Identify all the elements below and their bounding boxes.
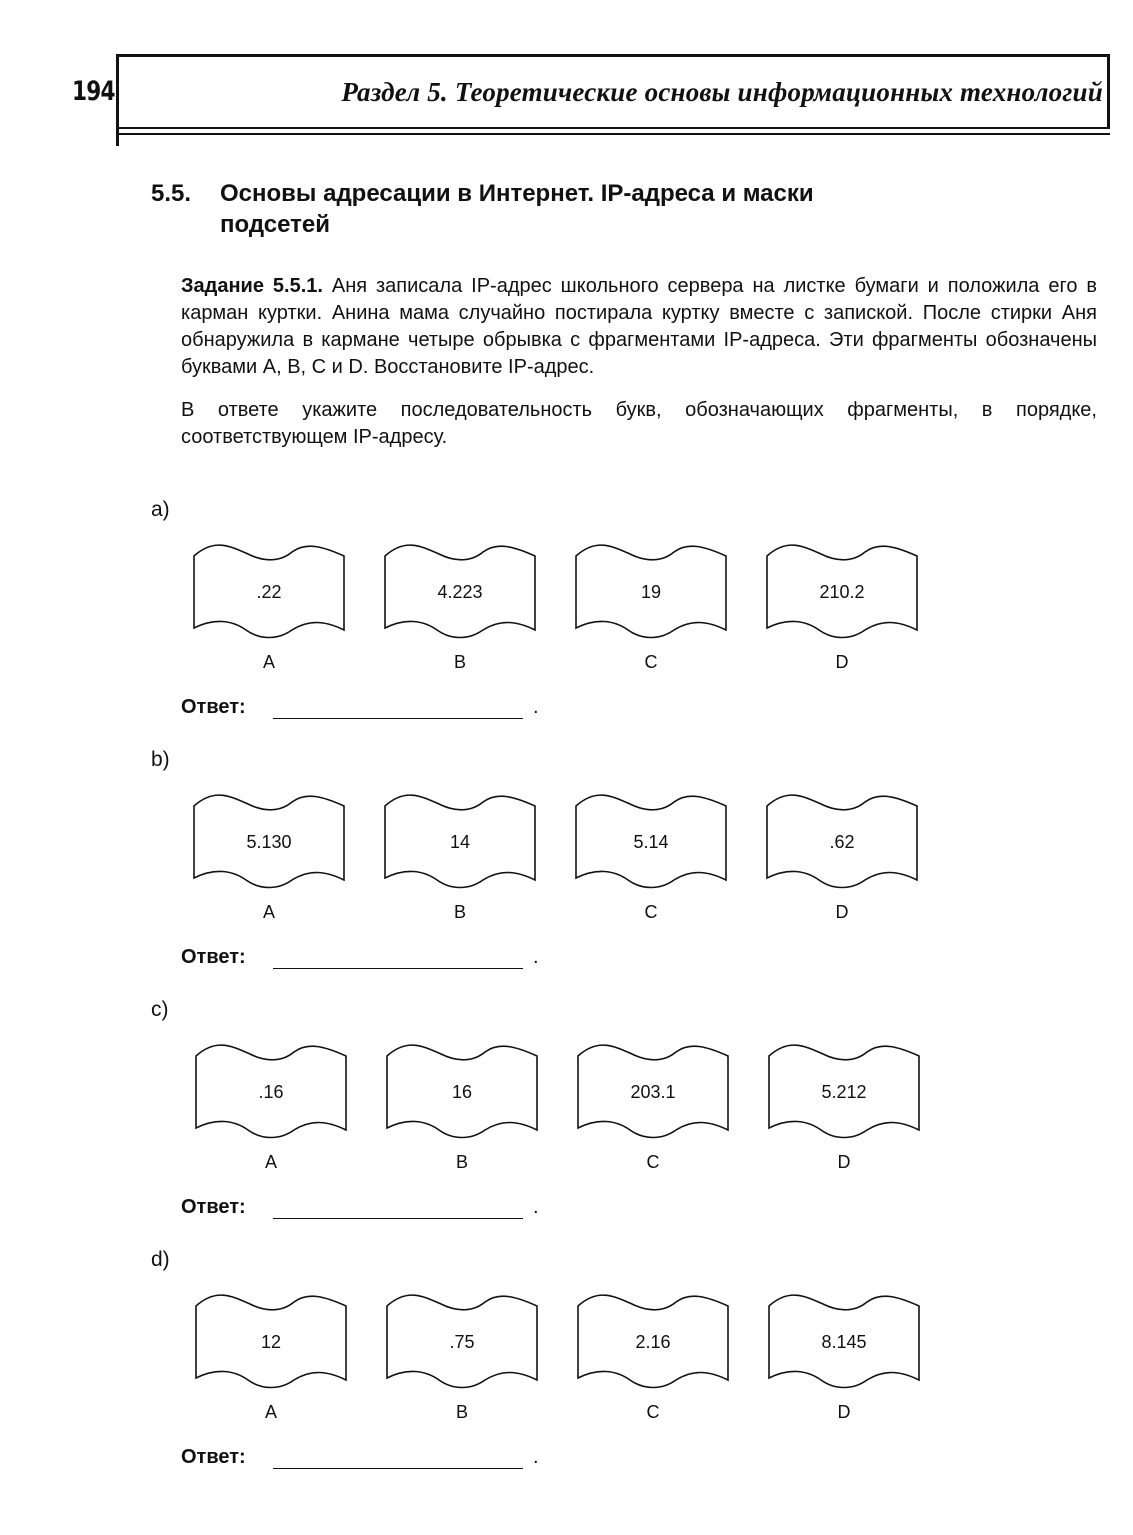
subtask-c <box>0 998 1133 1248</box>
fragment-letter: C <box>644 902 658 922</box>
fragment-c <box>574 792 728 922</box>
fragment-letter: D <box>837 1152 851 1172</box>
answer-field[interactable] <box>273 1218 523 1219</box>
fragment-c <box>576 1292 730 1422</box>
fragment-value: .62 <box>829 832 855 852</box>
answer-period: . <box>533 946 539 968</box>
fragment-value: 203.1 <box>630 1082 676 1102</box>
fragment-d <box>767 1042 921 1172</box>
fragment-b <box>385 1292 539 1422</box>
fragment-value: .75 <box>449 1332 475 1352</box>
answer-period: . <box>533 1196 539 1218</box>
fragment-value: 5.130 <box>246 832 292 852</box>
fragment-d <box>767 1292 921 1422</box>
fragment-value: 8.145 <box>821 1332 867 1352</box>
task-description: Аня записала IP-адрес школьного сервера на листке бумаги и положила его в карман куртки. Анина мама случайно постирала куртку вместе с запиской. После стирки Аня обнаружила в кармане четыре обрывка с фрагментами IP-адреса. Эти фрагменты обозначены буквами А, В, С и D. Восстановите IP-адрес. <box>181 275 1097 378</box>
section-title-line1: Основы адресации в Интернет. IP-адреса и маски <box>220 180 814 207</box>
fragment-b <box>383 542 537 672</box>
fragment-a <box>192 792 346 922</box>
answer-period: . <box>533 1446 539 1468</box>
fragment-letter: A <box>264 1402 277 1422</box>
fragment-value: 5.212 <box>821 1082 867 1102</box>
fragment-letter: D <box>835 652 849 672</box>
fragment-letter: B <box>455 1402 468 1422</box>
fragment-d <box>765 542 919 672</box>
fragment-a <box>192 542 346 672</box>
fragment-value: .22 <box>256 582 282 602</box>
fragment-letter: D <box>837 1402 851 1422</box>
header-divider <box>116 124 119 146</box>
fragment-letter: B <box>455 1152 468 1172</box>
answer-period: . <box>533 696 539 718</box>
task-text <box>181 273 1097 467</box>
fragment-letter: A <box>264 1152 277 1172</box>
fragment-letter: B <box>453 652 466 672</box>
task-instruction: В ответе укажите последовательность букв, обозначающих фрагменты, в порядке, соответствующем IP-адресу. <box>181 399 1097 448</box>
running-header <box>116 54 1110 129</box>
fragment-value: 14 <box>449 832 471 852</box>
task-label: Задание 5.5.1. <box>181 275 323 297</box>
subtask-d <box>0 1248 1133 1498</box>
fragment-a <box>194 1042 348 1172</box>
fragment-value: 5.14 <box>633 832 669 852</box>
fragment-letter: A <box>262 652 275 672</box>
running-header-title: Раздел 5. Теоретические основы информационных технологий <box>341 77 1103 107</box>
subtask-label: c) <box>151 998 169 1021</box>
fragment-c <box>574 542 728 672</box>
fragment-letter: A <box>262 902 275 922</box>
fragment-letter: B <box>453 902 466 922</box>
fragment-value: 210.2 <box>819 582 865 602</box>
fragment-letter: C <box>646 1152 660 1172</box>
fragment-a <box>194 1292 348 1422</box>
subtask-label: a) <box>151 498 170 521</box>
section-title-line2: подсетей <box>220 211 330 238</box>
fragment-letter: D <box>835 902 849 922</box>
fragment-letter: C <box>644 652 658 672</box>
answer-label: Ответ: <box>181 1446 246 1468</box>
subtask-label: b) <box>151 748 170 771</box>
fragment-d <box>765 792 919 922</box>
fragment-c <box>576 1042 730 1172</box>
fragment-value: 2.16 <box>635 1332 671 1352</box>
fragment-value: 16 <box>451 1082 473 1102</box>
answer-field[interactable] <box>273 968 523 969</box>
fragment-letter: C <box>646 1402 660 1422</box>
fragment-b <box>385 1042 539 1172</box>
subtask-a <box>0 498 1133 748</box>
answer-field[interactable] <box>273 718 523 719</box>
task-paragraph <box>181 273 1097 381</box>
fragment-value: 4.223 <box>437 582 483 602</box>
fragment-b <box>383 792 537 922</box>
answer-field[interactable] <box>273 1468 523 1469</box>
fragment-value: .16 <box>258 1082 284 1102</box>
section-number: 5.5. <box>151 180 192 207</box>
subtask-label: d) <box>151 1248 170 1271</box>
page-number: 194 <box>72 76 115 107</box>
subtask-b <box>0 748 1133 998</box>
answer-label: Ответ: <box>181 1196 246 1218</box>
answer-label: Ответ: <box>181 696 246 718</box>
answer-label: Ответ: <box>181 946 246 968</box>
fragment-value: 19 <box>640 582 662 602</box>
section-heading <box>151 178 1031 240</box>
fragment-value: 12 <box>260 1332 282 1352</box>
